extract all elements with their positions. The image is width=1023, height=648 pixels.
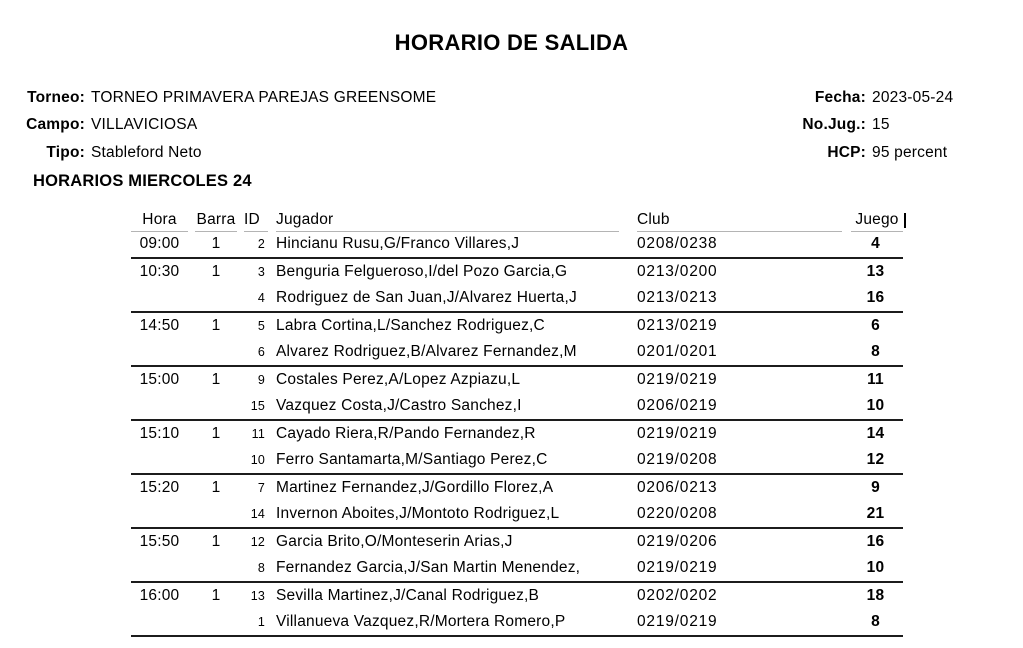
tee-time-group (131, 529, 903, 583)
club-cell: 0219/0206 (637, 533, 718, 550)
barra-cell: 1 (211, 587, 221, 604)
id-cell: 13 (250, 589, 265, 603)
table-row (131, 421, 903, 447)
id-cell: 15 (250, 399, 265, 413)
id-cell: 11 (251, 427, 265, 441)
juego-cell: 4 (871, 235, 880, 252)
jugador-cell: Ferro Santamarta,M/Santiago Perez,C (276, 451, 548, 468)
table-row (131, 583, 903, 609)
table-row (131, 501, 903, 527)
tee-time-group (131, 313, 903, 367)
jugador-cell: Fernandez Garcia,J/San Martin Menendez, (276, 559, 581, 576)
juego-cell: 10 (866, 397, 885, 414)
barra-cell: 1 (211, 263, 221, 280)
table-header (131, 211, 903, 231)
info-row (0, 112, 1023, 140)
jugador-cell: Vazquez Costa,J/Castro Sanchez,I (276, 397, 522, 414)
table-row (131, 609, 903, 635)
tournament-info (0, 84, 1023, 167)
hora-cell: 15:50 (139, 533, 180, 550)
tee-time-group (131, 367, 903, 421)
club-cell: 0219/0219 (637, 613, 718, 630)
club-cell: 0206/0213 (637, 479, 718, 496)
jugador-cell: Martinez Fernandez,J/Gordillo Florez,A (276, 479, 554, 496)
barra-cell: 1 (211, 479, 221, 496)
column-header-club: Club (620, 211, 848, 232)
id-cell: 4 (257, 291, 265, 305)
id-cell: 3 (257, 265, 265, 279)
column-header-jugador: Jugador (268, 211, 620, 232)
tee-time-group (131, 475, 903, 529)
club-cell: 0201/0201 (637, 343, 718, 360)
jugador-cell: Benguria Felgueroso,I/del Pozo Garcia,G (276, 263, 568, 280)
hcp-label: HCP: (827, 143, 866, 161)
tipo-value: Stableford Neto (91, 143, 202, 161)
jugador-cell: Labra Cortina,L/Sanchez Rodriguez,C (276, 317, 545, 334)
table-row (131, 339, 903, 365)
club-cell: 0208/0238 (637, 235, 718, 252)
barra-cell: 1 (211, 317, 221, 334)
juego-cell: 18 (866, 587, 885, 604)
column-header-juego: Juego (848, 211, 903, 232)
section-title: HORARIOS MIERCOLES 24 (33, 172, 252, 190)
tipo-label: Tipo: (46, 143, 85, 161)
club-cell: 0206/0219 (637, 397, 718, 414)
id-cell: 6 (257, 345, 265, 359)
jugador-cell: Costales Perez,A/Lopez Azpiazu,L (276, 371, 521, 388)
juego-cell: 10 (866, 559, 885, 576)
hora-cell: 10:30 (139, 263, 180, 280)
jugador-cell: Cayado Riera,R/Pando Fernandez,R (276, 425, 536, 442)
id-cell: 8 (257, 561, 265, 575)
table-row (131, 555, 903, 581)
id-cell: 14 (250, 507, 265, 521)
hora-cell: 16:00 (139, 587, 180, 604)
table-row (131, 313, 903, 339)
nojug-value: 15 (872, 116, 890, 134)
jugador-cell: Villanueva Vazquez,R/Mortera Romero,P (276, 613, 566, 630)
info-row (0, 139, 1023, 167)
id-cell: 1 (257, 615, 265, 629)
hora-cell: 15:20 (139, 479, 180, 496)
club-cell: 0213/0200 (637, 263, 718, 280)
jugador-cell: Alvarez Rodriguez,B/Alvarez Fernandez,M (276, 343, 577, 360)
table-row (131, 447, 903, 473)
table-row (131, 475, 903, 501)
juego-cell: 14 (866, 425, 885, 442)
club-cell: 0213/0219 (637, 317, 718, 334)
torneo-value: TORNEO PRIMAVERA PAREJAS GREENSOME (91, 88, 437, 106)
juego-cell: 13 (866, 263, 885, 280)
barra-cell: 1 (211, 371, 221, 388)
juego-cell: 8 (871, 343, 880, 360)
table-row (131, 259, 903, 285)
hora-cell: 15:00 (139, 371, 180, 388)
tee-time-group (131, 259, 903, 313)
campo-label: Campo: (26, 116, 85, 134)
hcp-value: 95 percent (872, 143, 948, 161)
fecha-label: Fecha: (814, 88, 866, 106)
tee-time-group (131, 231, 903, 259)
column-header-hora: Hora (131, 211, 188, 232)
table-row (131, 367, 903, 393)
id-cell: 5 (257, 319, 265, 333)
campo-value: VILLAVICIOSA (91, 116, 198, 134)
id-cell: 10 (250, 453, 265, 467)
hora-cell: 09:00 (139, 235, 180, 252)
table-row (131, 285, 903, 311)
tee-time-group (131, 583, 903, 637)
torneo-label: Torneo: (27, 88, 85, 106)
info-row (0, 84, 1023, 112)
id-cell: 9 (257, 373, 265, 387)
juego-cell: 12 (866, 451, 885, 468)
column-header-id: ID (244, 211, 268, 232)
juego-cell: 11 (867, 371, 884, 388)
jugador-cell: Garcia Brito,O/Monteserin Arias,J (276, 533, 513, 550)
schedule-table (131, 211, 903, 637)
page-title: HORARIO DE SALIDA (394, 30, 629, 55)
hora-cell: 14:50 (139, 317, 180, 334)
jugador-cell: Invernon Aboites,J/Montoto Rodriguez,L (276, 505, 560, 522)
id-cell: 7 (257, 481, 265, 495)
jugador-cell: Hincianu Rusu,G/Franco Villares,J (276, 235, 520, 252)
table-row (131, 231, 903, 257)
club-cell: 0213/0213 (637, 289, 718, 306)
column-header-barra: Barra (188, 211, 244, 232)
table-body (131, 231, 903, 637)
club-cell: 0202/0202 (637, 587, 718, 604)
club-cell: 0220/0208 (637, 505, 718, 522)
barra-cell: 1 (211, 235, 221, 252)
juego-cell: 9 (871, 479, 880, 496)
barra-cell: 1 (211, 425, 221, 442)
table-row (131, 529, 903, 555)
juego-cell: 21 (866, 505, 885, 522)
juego-cell: 8 (871, 613, 880, 630)
id-cell: 2 (257, 237, 265, 251)
barra-cell: 1 (211, 533, 221, 550)
clipped-glyph-mark (904, 213, 906, 228)
club-cell: 0219/0208 (637, 451, 718, 468)
id-cell: 12 (250, 535, 265, 549)
jugador-cell: Sevilla Martinez,J/Canal Rodriguez,B (276, 587, 540, 604)
hora-cell: 15:10 (139, 425, 180, 442)
juego-cell: 16 (866, 533, 885, 550)
club-cell: 0219/0219 (637, 425, 718, 442)
juego-cell: 16 (866, 289, 885, 306)
jugador-cell: Rodriguez de San Juan,J/Alvarez Huerta,J (276, 289, 577, 306)
tee-time-group (131, 421, 903, 475)
fecha-value: 2023-05-24 (872, 88, 954, 106)
club-cell: 0219/0219 (637, 559, 718, 576)
nojug-label: No.Jug.: (802, 116, 866, 134)
juego-cell: 6 (871, 317, 880, 334)
table-row (131, 393, 903, 419)
club-cell: 0219/0219 (637, 371, 718, 388)
